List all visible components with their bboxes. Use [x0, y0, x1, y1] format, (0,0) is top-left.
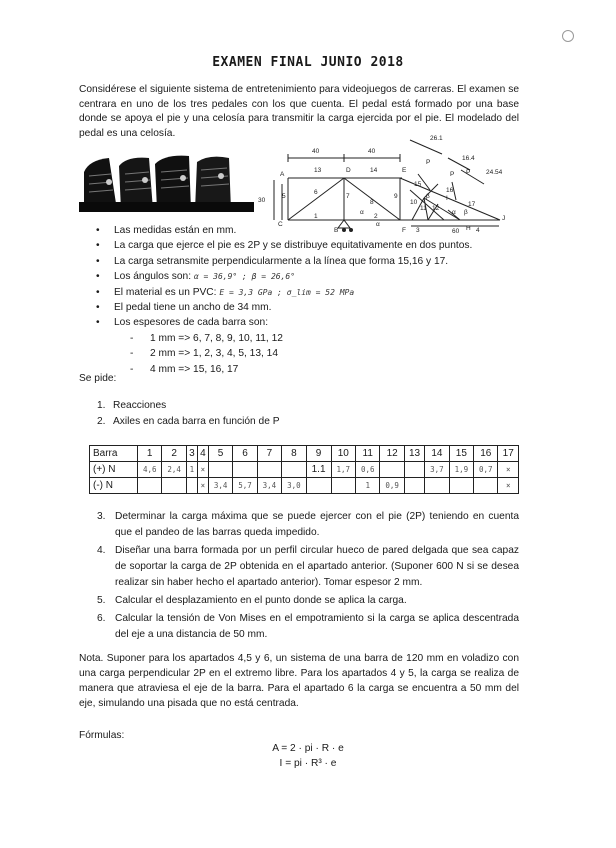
table-cell — [138, 478, 162, 494]
table-cell: 3,7 — [425, 462, 449, 478]
table-cell: 4,6 — [138, 462, 162, 478]
table-cell — [474, 478, 498, 494]
table-cell: 3,0 — [282, 478, 306, 494]
svg-text:C: C — [278, 221, 283, 228]
thickness-list — [130, 331, 283, 377]
svg-text:6: 6 — [314, 189, 318, 196]
svg-text:E: E — [402, 167, 407, 174]
table-cell: 1.1 — [306, 462, 331, 478]
table-cell: 1 — [356, 478, 380, 494]
table-cell — [404, 462, 424, 478]
svg-text:15: 15 — [414, 181, 422, 188]
bullet-width: • El pedal tiene un ancho de 34 mm. — [96, 300, 516, 315]
svg-text:26.1: 26.1 — [430, 135, 443, 142]
thickness-item: - 1 mm => 6, 7, 8, 9, 10, 11, 12 — [130, 333, 283, 344]
svg-text:8: 8 — [370, 199, 374, 206]
question-item: 4. Diseñar una barra formada por un perfil circular hueco de pared delgada que sea capaz de soportar la carga de 2P obtenida en el apartado anterior. (Suponer 600 N si se desea realizar sin haber hecho el apartado anterior). Tomar espesor 2 mm. — [97, 545, 519, 588]
table-col-header: 7 — [257, 446, 281, 462]
table-cell: 3,4 — [257, 478, 281, 494]
table-cell — [331, 478, 355, 494]
svg-text:I: I — [446, 195, 448, 202]
material-handwritten: E = 3,3 GPa ; σ_lim = 52 MPa — [219, 287, 355, 297]
table-col-header: 8 — [282, 446, 306, 462]
svg-text:16.4: 16.4 — [462, 155, 475, 162]
table-col-header: 4 — [197, 446, 208, 462]
svg-text:B: B — [334, 227, 339, 234]
table-col-header: 2 — [162, 446, 186, 462]
table-cell — [282, 462, 306, 478]
truss-diagram — [252, 134, 514, 234]
table-cell: 0,6 — [356, 462, 380, 478]
thickness-item: - 4 mm => 15, 16, 17 — [130, 363, 239, 375]
svg-text:30: 30 — [258, 197, 266, 204]
axial-forces-table — [89, 445, 519, 494]
table-col-header: 15 — [449, 446, 473, 462]
table-col-header: 6 — [233, 446, 257, 462]
formula-area: A = 2 · pi · R · e — [272, 743, 344, 754]
table-cell — [233, 462, 257, 478]
table-cell: 1,7 — [331, 462, 355, 478]
row-label-positive: (+) N — [90, 462, 138, 478]
svg-text:4: 4 — [476, 227, 480, 234]
table-cell: 0,9 — [380, 478, 404, 494]
svg-text:24.54: 24.54 — [486, 169, 503, 176]
question-item: 5. Calcular el desplazamiento en el punto donde se aplica la carga. — [97, 595, 407, 606]
table-cell — [208, 462, 232, 478]
table-cell — [404, 478, 424, 494]
svg-text:14: 14 — [370, 167, 378, 174]
svg-text:J: J — [502, 215, 506, 222]
table-cell: 3,4 — [208, 478, 232, 494]
table-row-positive — [90, 462, 519, 478]
bullet-measures: • Las medidas están en mm. — [96, 223, 516, 238]
svg-text:10: 10 — [410, 199, 418, 206]
table-cell: 1 — [186, 462, 197, 478]
table-cell: × — [498, 462, 519, 478]
svg-text:40: 40 — [312, 148, 320, 155]
svg-text:P: P — [450, 171, 455, 178]
question-item: 6. Calcular la tensión de Von Mises en el empotramiento si la carga se aplica descentrada del eje a una distancia de 50 mm. — [97, 613, 519, 640]
bullet-thickness: • Los espesores de cada barra son: — [96, 315, 516, 330]
svg-text:1: 1 — [314, 213, 318, 220]
table-cell: 2,4 — [162, 462, 186, 478]
table-cell: × — [197, 462, 208, 478]
svg-text:P: P — [466, 169, 471, 176]
table-cell — [425, 478, 449, 494]
page-mark-circle — [562, 30, 574, 42]
svg-text:17: 17 — [468, 201, 476, 208]
angles-handwritten: α = 36,9° ; β = 26,6° — [193, 272, 296, 282]
table-cell — [449, 478, 473, 494]
table-cell: 1,9 — [449, 462, 473, 478]
table-col-header: 13 — [404, 446, 424, 462]
table-col-header: 10 — [331, 446, 355, 462]
question-item: 1. Reacciones — [97, 400, 167, 411]
table-col-header: 14 — [425, 446, 449, 462]
table-col-header: 1 — [138, 446, 162, 462]
questions-part2 — [97, 509, 519, 645]
table-cell — [162, 478, 186, 494]
table-cell: 5,7 — [233, 478, 257, 494]
svg-text:7: 7 — [346, 193, 350, 200]
svg-text:F: F — [402, 227, 406, 234]
bullet-material: • El material es un PVC: E = 3,3 GPa ; σ_lim = 52 MPa — [96, 285, 516, 300]
bullet-load: • La carga que ejerce el pie es 2P y se distribuye equitativamente en dos puntos. — [96, 238, 516, 253]
table-cell — [306, 478, 331, 494]
table-cell — [186, 478, 197, 494]
table-col-header: 3 — [186, 446, 197, 462]
table-header-row — [90, 446, 519, 462]
svg-text:60: 60 — [452, 228, 460, 234]
svg-text:α: α — [360, 209, 364, 216]
pedal-photo — [79, 152, 254, 212]
svg-text:16: 16 — [446, 187, 454, 194]
table-cell: × — [498, 478, 519, 494]
svg-text:β: β — [464, 209, 468, 216]
table-col-header: 5 — [208, 446, 232, 462]
intro-paragraph: Considérese el siguiente sistema de entretenimiento para videojuegos de carreras. El examen se centrara en uno de los tres pedales con los que cuenta. El pedal está formado por una base donde se apoya el pie y una celosía para transmitir la carga ejercida por el pie. El modelado del pedal es una celosía. — [79, 84, 519, 139]
svg-text:H: H — [466, 225, 471, 232]
thickness-item: - 2 mm => 1, 2, 3, 4, 5, 13, 14 — [130, 348, 278, 360]
svg-text:α: α — [452, 209, 456, 216]
svg-text:13: 13 — [314, 167, 322, 174]
svg-text:β: β — [426, 193, 430, 200]
svg-text:3: 3 — [416, 227, 420, 234]
table-col-header: 9 — [306, 446, 331, 462]
row-label-negative: (-) N — [90, 478, 138, 494]
table-col-header: 12 — [380, 446, 404, 462]
bullet-angles: • Los ángulos son: α = 36,9° ; β = 26,6° — [96, 269, 516, 284]
svg-text:2: 2 — [374, 213, 378, 220]
svg-text:5: 5 — [282, 193, 286, 200]
table-header-label: Barra — [90, 446, 138, 462]
svg-text:D: D — [346, 167, 351, 174]
table-col-header: 17 — [498, 446, 519, 462]
se-pide-label: Se pide: — [79, 373, 117, 384]
formula-inertia: I = pi · R³ · e — [279, 758, 337, 769]
bullet-transmission: • La carga setransmite perpendicularmente a la línea que forma 15,16 y 17. — [96, 254, 516, 269]
table-col-header: 16 — [474, 446, 498, 462]
questions-part1 — [97, 398, 280, 430]
question-item: 2. Axiles en cada barra en función de P — [97, 416, 280, 427]
exam-title: EXAMEN FINAL JUNIO 2018 — [212, 55, 404, 70]
svg-text:A: A — [280, 171, 285, 178]
data-list — [96, 223, 516, 331]
svg-text:P: P — [426, 159, 431, 166]
svg-text:12: 12 — [432, 205, 440, 212]
table-col-header: 11 — [356, 446, 380, 462]
note-paragraph: Nota. Suponer para los apartados 4,5 y 6, un sistema de una barra de 120 mm en voladizo con una carga perpendicular 2P en el extremo libre. Para los apartados 4 y 5, la carga se realiza de manera que atraviesa el eje de la barra. Para el apartado 6 la carga se encuentra a 50 mm del eje, simulando una pisada que no está centrada. — [79, 653, 519, 709]
table-row-negative — [90, 478, 519, 494]
svg-text:9: 9 — [394, 193, 398, 200]
table-cell: × — [197, 478, 208, 494]
table-cell — [380, 462, 404, 478]
question-item: 3. Determinar la carga máxima que se puede ejercer con el pie (2P) teniendo en cuenta que el pandeo de las barras queda impedido. — [97, 511, 519, 538]
table-cell: 0,7 — [474, 462, 498, 478]
svg-text:11: 11 — [420, 205, 427, 212]
svg-text:40: 40 — [368, 148, 376, 155]
formulas-label: Fórmulas: — [79, 730, 125, 741]
table-cell — [257, 462, 281, 478]
svg-text:α: α — [376, 221, 380, 228]
